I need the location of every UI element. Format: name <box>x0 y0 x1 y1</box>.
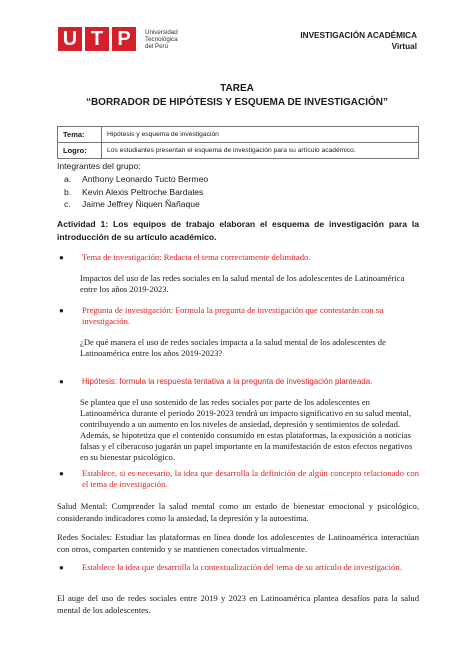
section-prompt: Pregunta de investigación: Formula la pregunta de investigación que contestarán con su investigación. <box>82 305 384 326</box>
modality-label: Virtual <box>391 42 417 51</box>
bullet-icon: ● <box>59 253 64 262</box>
activity-heading: Actividad 1: Los equipos de trabajo elaboran el esquema de investigación para la introducción de su artículo académico. <box>57 219 419 242</box>
concept-salud-mental: Salud Mental: Comprender la salud mental como un estado de bienestar emocional y psicológico, considerando indicadores como la ansiedad, la depresión y la autoestima. <box>57 501 419 523</box>
table-value: Hipótesis y esquema de investigación <box>102 127 419 143</box>
utp-logo <box>58 26 178 52</box>
group-members <box>57 160 208 211</box>
section-conceptos <box>57 468 419 490</box>
list-item: b. Kevin Alexis Peltroche Bardales <box>64 186 204 197</box>
section-prompt: Hipótesis: formula la respuesta tentativa a la pregunta de investigación planteada. <box>82 377 373 386</box>
section-contexto <box>57 562 419 573</box>
group-heading: Integrantes del grupo: <box>57 161 141 171</box>
table-value: Los estudiantes presentan el esquema de investigación para su artículo académico. <box>102 143 419 159</box>
bullet-icon: ● <box>59 469 64 478</box>
member-name: Anthony Leonardo Tucto Bermeo <box>82 173 209 184</box>
member-name: Kevin Alexis Peltroche Bardales <box>82 186 204 197</box>
section-prompt: Tema de investigación: Redacta el tema correctamente delimitado. <box>82 252 311 262</box>
bullet-icon: ● <box>59 306 64 315</box>
member-name: Jaime Jeffrey Ñiquen Ñañaque <box>82 199 200 210</box>
logo-letter-t: T <box>85 27 109 51</box>
bullet-icon: ● <box>59 377 64 386</box>
section-pregunta <box>57 305 419 359</box>
section-tema <box>57 252 419 295</box>
table-label: Tema: <box>58 127 102 143</box>
section-hipotesis <box>57 376 419 463</box>
section-answer: Se plantea que el uso sostenido de las redes sociales por parte de los adolescentes en Latinoamérica durante el periodo 2019-2023 tendrá un impacto significativo en su salud mental, contribuyendo a un aumento en los niveles de ansiedad, depresión y sentimientos de soledad. Además, se hipotetiza que el contenido consumido en estas plataformas, la exposición a noticias falsas y el ciberacoso jugarán un papel importante en la manifestación de estos efectos negativos en su bienestar psicológico. <box>80 397 413 462</box>
table-row-tema <box>58 127 419 143</box>
logo-letter-p: P <box>112 27 136 51</box>
section-prompt: Establece, si es necesario, la idea que desarrolla la definición de algún concepto relacionado con el tema de investigación. <box>82 468 419 489</box>
context-answer: El auge del uso de redes sociales entre 2019 y 2023 en Latinoamérica plantea desafíos para la salud mental de los adolescentes. <box>57 593 419 615</box>
bullet-icon: ● <box>59 563 64 572</box>
info-table <box>57 126 419 159</box>
logo-university-name: Universidad Tecnológica del Perú <box>145 28 178 50</box>
concept-redes-sociales: Redes Sociales: Estudiar las plataformas en línea donde los adolescentes de Latinoamérica interactúan con otros, comparten contenido y se mantienen conectados virtualmente. <box>57 532 419 554</box>
table-label: Logro: <box>58 143 102 159</box>
list-item: a. Anthony Leonardo Tucto Bermeo <box>64 173 209 184</box>
section-answer: Impactos del uso de las redes sociales en la salud mental de los adolescentes de Latinoamérica entre los años 2019-2023. <box>80 273 405 294</box>
section-answer: ¿De qué manera el uso de redes sociales impacta a la salud mental de los adolescentes de Latinoamérica entre los años 2019-2023? <box>80 337 386 358</box>
header-department <box>300 30 417 52</box>
section-prompt: Establece la idea que desarrolla la contextualización del tema de su artículo de investigación. <box>82 562 402 572</box>
department-label: INVESTIGACIÓN ACADÉMICA <box>300 31 417 40</box>
logo-letter-u: U <box>58 27 82 51</box>
doc-title: TAREA <box>220 83 254 94</box>
list-item: c. Jaime Jeffrey Ñiquen Ñañaque <box>64 199 200 210</box>
doc-subtitle: “BORRADOR DE HIPÓTESIS Y ESQUEMA DE INVESTIGACIÓN” <box>85 97 389 108</box>
table-row-logro <box>58 143 419 159</box>
